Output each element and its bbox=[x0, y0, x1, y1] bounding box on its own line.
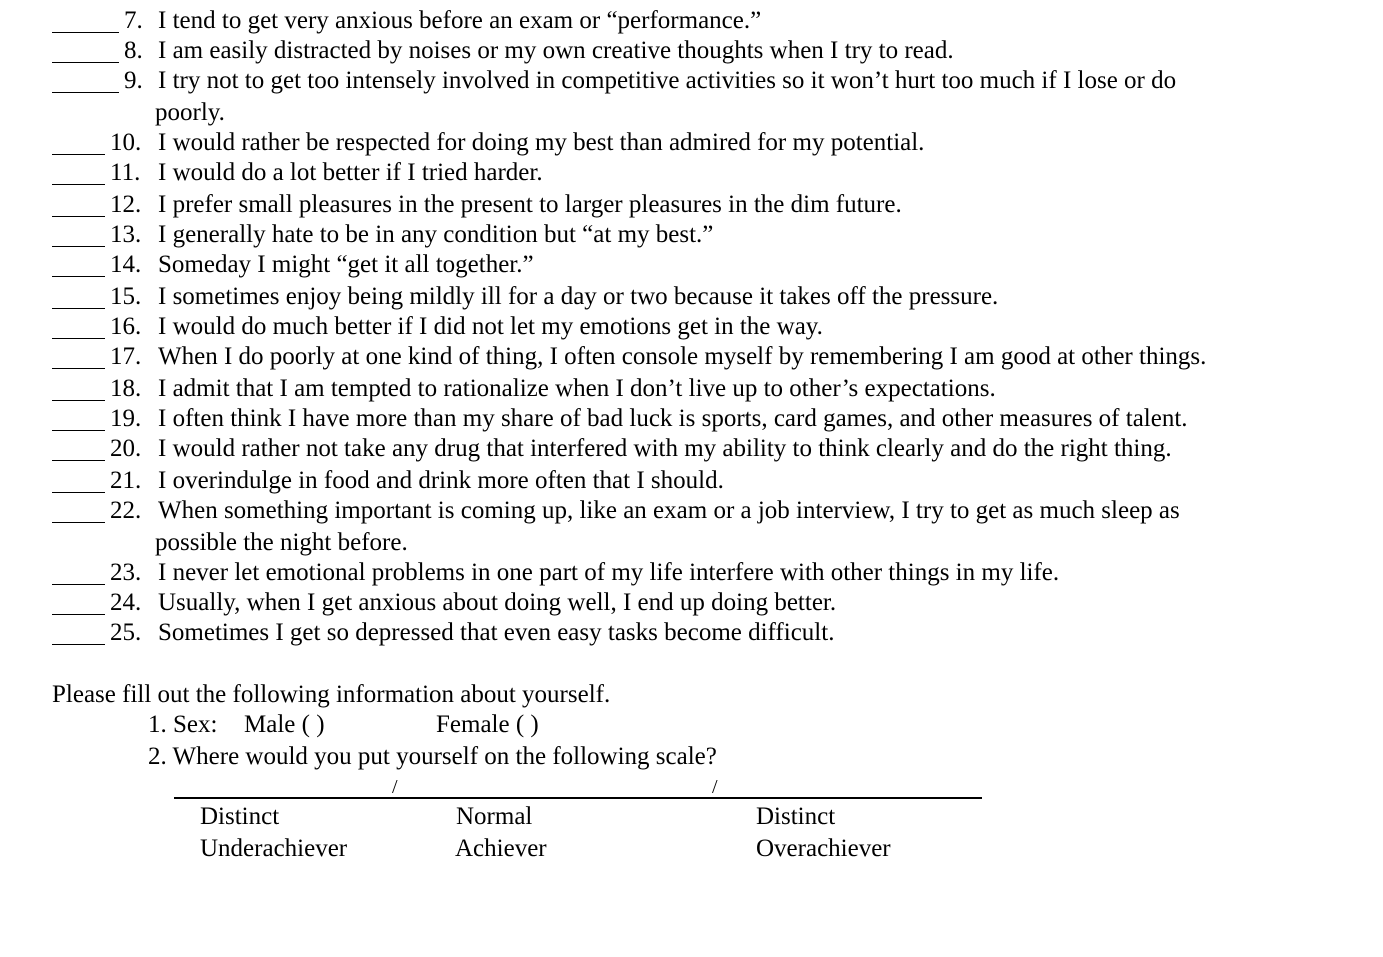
survey-item bbox=[0, 36, 1383, 66]
item-number: 7. bbox=[124, 7, 143, 34]
survey-item bbox=[0, 220, 1383, 250]
achievement-scale-line[interactable] bbox=[174, 797, 982, 799]
survey-item bbox=[0, 158, 1383, 188]
scale-label-left-2: Underachiever bbox=[200, 835, 348, 862]
answer-blank[interactable] bbox=[52, 308, 105, 309]
sex-option-male[interactable]: Male ( ) bbox=[244, 711, 325, 738]
survey-item bbox=[0, 588, 1383, 618]
answer-blank[interactable] bbox=[52, 276, 105, 277]
item-text: I would rather not take any drug that interfered with my ability to think clearly and do the right thing. bbox=[158, 435, 1172, 462]
item-text: I am easily distracted by noises or my own creative thoughts when I try to read. bbox=[158, 37, 954, 64]
answer-blank[interactable] bbox=[52, 32, 119, 33]
answer-blank[interactable] bbox=[52, 400, 105, 401]
item-text: I tend to get very anxious before an exam or “performance.” bbox=[158, 7, 762, 34]
item-number: 14. bbox=[110, 251, 142, 278]
answer-blank[interactable] bbox=[52, 368, 105, 369]
item-number: 15. bbox=[110, 283, 142, 310]
scale-tick-left: / bbox=[392, 776, 398, 798]
item-text: I never let emotional problems in one part of my life interfere with other things in my life. bbox=[158, 559, 1060, 586]
answer-blank[interactable] bbox=[52, 614, 105, 615]
survey-item bbox=[0, 66, 1383, 126]
item-text: When I do poorly at one kind of thing, I often console myself by remembering I am good at other things. bbox=[158, 343, 1207, 370]
item-number: 11. bbox=[110, 159, 141, 186]
survey-item bbox=[0, 312, 1383, 342]
item-text-continued: poorly. bbox=[155, 99, 225, 126]
scale-label-right-1: Distinct bbox=[756, 803, 836, 830]
answer-blank[interactable] bbox=[52, 184, 105, 185]
survey-item bbox=[0, 404, 1383, 434]
item-text: Usually, when I get anxious about doing well, I end up doing better. bbox=[158, 589, 837, 616]
scale-tick-right: / bbox=[712, 776, 718, 798]
item-text: I try not to get too intensely involved in competitive activities so it won’t hurt too much if I lose or do bbox=[158, 67, 1177, 94]
info-intro: Please fill out the following information about yourself. bbox=[52, 681, 611, 708]
scale-label-mid-1: Normal bbox=[456, 803, 533, 830]
survey-item bbox=[0, 250, 1383, 280]
survey-item bbox=[0, 434, 1383, 464]
item-number: 24. bbox=[110, 589, 142, 616]
answer-blank[interactable] bbox=[52, 338, 105, 339]
answer-blank[interactable] bbox=[52, 584, 105, 585]
item-text: I would do much better if I did not let my emotions get in the way. bbox=[158, 313, 823, 340]
item-text: I would rather be respected for doing my best than admired for my potential. bbox=[158, 129, 925, 156]
survey-item bbox=[0, 282, 1383, 312]
item-number: 9. bbox=[124, 67, 143, 94]
item-text: Someday I might “get it all together.” bbox=[158, 251, 534, 278]
answer-blank[interactable] bbox=[52, 154, 105, 155]
survey-item bbox=[0, 6, 1383, 36]
answer-blank[interactable] bbox=[52, 92, 119, 93]
survey-item bbox=[0, 190, 1383, 220]
survey-item bbox=[0, 374, 1383, 404]
item-number: 19. bbox=[110, 405, 142, 432]
scale-label-left-1: Distinct bbox=[200, 803, 280, 830]
item-number: 25. bbox=[110, 619, 142, 646]
scale-label-mid-2: Achiever bbox=[455, 835, 547, 862]
item-text: I would do a lot better if I tried harder. bbox=[158, 159, 543, 186]
answer-blank[interactable] bbox=[52, 430, 105, 431]
survey-item bbox=[0, 496, 1383, 556]
answer-blank[interactable] bbox=[52, 644, 105, 645]
survey-item bbox=[0, 618, 1383, 648]
answer-blank[interactable] bbox=[52, 460, 105, 461]
item-text: I admit that I am tempted to rationalize when I don’t live up to other’s expectations. bbox=[158, 375, 996, 402]
answer-blank[interactable] bbox=[52, 62, 119, 63]
item-number: 17. bbox=[110, 343, 142, 370]
item-text-continued: possible the night before. bbox=[155, 529, 408, 556]
item-number: 13. bbox=[110, 221, 142, 248]
answer-blank[interactable] bbox=[52, 522, 105, 523]
sex-label: 1. Sex: bbox=[148, 711, 218, 738]
item-text: I overindulge in food and drink more often that I should. bbox=[158, 467, 724, 494]
item-text: I sometimes enjoy being mildly ill for a day or two because it takes off the pressure. bbox=[158, 283, 999, 310]
item-number: 18. bbox=[110, 375, 142, 402]
item-number: 10. bbox=[110, 129, 142, 156]
scale-label-right-2: Overachiever bbox=[756, 835, 891, 862]
sex-option-female[interactable]: Female ( ) bbox=[436, 711, 539, 738]
item-number: 8. bbox=[124, 37, 143, 64]
survey-item bbox=[0, 128, 1383, 158]
item-number: 12. bbox=[110, 191, 142, 218]
survey-item bbox=[0, 466, 1383, 496]
scale-question: 2. Where would you put yourself on the following scale? bbox=[148, 743, 717, 770]
answer-blank[interactable] bbox=[52, 246, 105, 247]
item-number: 22. bbox=[110, 497, 142, 524]
item-text: When something important is coming up, like an exam or a job interview, I try to get as much sleep as bbox=[158, 497, 1180, 524]
survey-item bbox=[0, 558, 1383, 588]
item-number: 20. bbox=[110, 435, 142, 462]
item-text: Sometimes I get so depressed that even easy tasks become difficult. bbox=[158, 619, 835, 646]
item-text: I often think I have more than my share of bad luck is sports, card games, and other measures of talent. bbox=[158, 405, 1188, 432]
answer-blank[interactable] bbox=[52, 492, 105, 493]
answer-blank[interactable] bbox=[52, 216, 105, 217]
survey-item bbox=[0, 342, 1383, 372]
item-text: I generally hate to be in any condition but “at my best.” bbox=[158, 221, 714, 248]
item-text: I prefer small pleasures in the present to larger pleasures in the dim future. bbox=[158, 191, 902, 218]
item-number: 23. bbox=[110, 559, 142, 586]
item-number: 21. bbox=[110, 467, 142, 494]
item-number: 16. bbox=[110, 313, 142, 340]
